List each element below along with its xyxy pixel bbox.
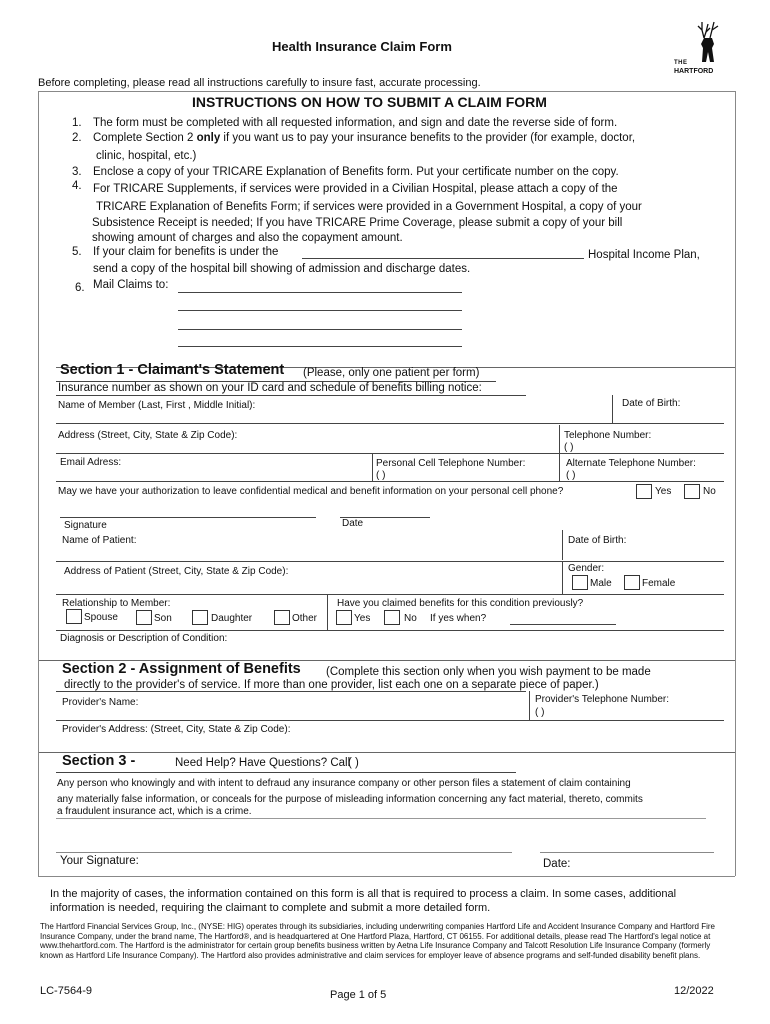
email-label[interactable]: Email Adress: xyxy=(60,457,122,468)
instruction-5-number: 5. xyxy=(72,246,82,258)
insurance-number-rule xyxy=(56,395,526,396)
instruction-4-line1: For TRICARE Supplements, if services were provided in a Civilian Hospital, please attach a copy of the xyxy=(93,183,618,195)
authorization-yes-checkbox[interactable] xyxy=(636,484,652,499)
patient-dob-label[interactable]: Date of Birth: xyxy=(568,535,627,546)
signature-line[interactable] xyxy=(60,517,316,518)
instruction-5-line1: If your claim for benefits is under the xyxy=(93,246,279,258)
instruction-4-line3: Subsistence Receipt is needed; If you have TRICARE Prime Coverage, please submit a copy of your bill xyxy=(92,217,623,229)
authorization-no-checkbox[interactable] xyxy=(684,484,700,499)
member-name-rule xyxy=(56,423,724,424)
intro-text: Before completing, please read all instructions carefully to insure fast, accurate processing. xyxy=(38,77,481,89)
member-name-label[interactable]: Name of Member (Last, First , Middle Initial): xyxy=(58,400,256,411)
patient-address-rule xyxy=(56,594,724,595)
instruction-4-line2: TRICARE Explanation of Benefits Form; if services were provided in a Government Hospital, a copy of your xyxy=(96,201,642,213)
authorization-yes-label: Yes xyxy=(655,486,672,497)
instruction-3-number: 3. xyxy=(72,166,82,178)
insurance-number-label: Insurance number as shown on your ID card and schedule of benefits billing notice: xyxy=(58,382,482,394)
diagnosis-label[interactable]: Diagnosis or Description of Condition: xyxy=(60,633,228,644)
logo-hartford: HARTFORD xyxy=(674,68,714,75)
member-dob-divider xyxy=(612,395,613,423)
instruction-4-number: 4. xyxy=(72,180,82,192)
relationship-daughter-label: Daughter xyxy=(211,613,253,624)
cell-divider xyxy=(372,453,373,481)
section-3-title: Section 3 - xyxy=(62,753,136,769)
patient-address-label[interactable]: Address of Patient (Street, City, State & Zip Code): xyxy=(64,566,289,577)
mail-address-line-1[interactable] xyxy=(178,292,462,293)
instruction-6: Mail Claims to: xyxy=(93,279,169,291)
gender-female-checkbox[interactable] xyxy=(624,575,640,590)
section-3-help: Need Help? Have Questions? Call xyxy=(175,757,351,769)
instruction-2-cont: clinic, hospital, etc.) xyxy=(96,150,197,162)
page-number: Page 1 of 5 xyxy=(330,989,387,1001)
patient-name-rule xyxy=(56,561,724,562)
alt-phone-divider xyxy=(559,453,560,481)
claimed-yes-checkbox[interactable] xyxy=(336,610,352,625)
instructions-right-rule xyxy=(735,91,736,368)
logo-the: THE xyxy=(674,60,688,66)
instruction-1: The form must be completed with all requested information, and sign and date the reverse side of form. xyxy=(93,117,618,129)
your-signature-label: Your Signature: xyxy=(60,855,139,867)
claimed-no-label: No xyxy=(404,613,417,624)
section-2-title: Section 2 - Assignment of Benefits xyxy=(62,661,301,677)
your-signature-line[interactable] xyxy=(56,852,512,853)
relationship-spouse-checkbox[interactable] xyxy=(66,609,82,624)
patient-dob-divider xyxy=(562,530,563,560)
provider-name-label[interactable]: Provider's Name: xyxy=(62,697,139,708)
instruction-4-line4: showing amount of charges and also the copayment amount. xyxy=(92,232,403,244)
section-2-note-line2: directly to the provider's of service. If more than one provider, list each one on a separate piece of paper.) xyxy=(64,679,599,691)
plan-name-field[interactable] xyxy=(302,258,584,259)
member-dob-label[interactable]: Date of Birth: xyxy=(622,398,681,409)
help-phone-area-code[interactable]: ( ) xyxy=(348,757,359,769)
sections-left-rule xyxy=(38,367,39,876)
address-label[interactable]: Address (Street, City, State & Zip Code): xyxy=(58,430,238,441)
form-date: 12/2022 xyxy=(674,985,714,997)
relationship-spouse-label: Spouse xyxy=(84,612,118,623)
signature-label: Signature xyxy=(64,520,107,531)
address-rule xyxy=(56,453,724,454)
cell-area-code[interactable]: ( ) xyxy=(376,470,386,481)
instruction-5-line2: send a copy of the hospital bill showing of admission and discharge dates. xyxy=(93,263,471,275)
hartford-logo xyxy=(668,18,732,82)
gender-label: Gender: xyxy=(568,563,605,574)
provider-address-label[interactable]: Provider's Address: (Street, City, State & Zip Code): xyxy=(62,724,291,735)
relationship-son-label: Son xyxy=(154,613,172,624)
sections-right-rule xyxy=(735,367,736,876)
authorization-no-label: No xyxy=(703,486,716,497)
provider-phone-label[interactable]: Provider's Telephone Number: xyxy=(535,694,670,705)
relationship-other-label: Other xyxy=(292,613,318,624)
section-2-note-line1: (Complete this section only when you wish payment to be made xyxy=(326,666,651,678)
gender-male-checkbox[interactable] xyxy=(572,575,588,590)
instruction-5-plan: Hospital Income Plan, xyxy=(588,249,700,261)
your-signature-date-line[interactable] xyxy=(540,852,714,853)
mail-address-line-4[interactable] xyxy=(178,346,462,347)
telephone-area-code[interactable]: ( ) xyxy=(564,442,574,453)
patient-name-label[interactable]: Name of Patient: xyxy=(62,535,137,546)
fraud-notice-rule xyxy=(56,818,706,819)
fraud-notice-line3: a fraudulent insurance act, which is a crime. xyxy=(57,806,252,817)
instruction-1-number: 1. xyxy=(72,117,82,129)
fraud-notice-line2: any materially false information, or conceals for the purpose of misleading information concerning any fact material, thereto, commits xyxy=(57,794,643,805)
relationship-son-checkbox[interactable] xyxy=(136,610,152,625)
section-1-note: (Please, only one patient per form) xyxy=(303,367,480,379)
relationship-label: Relationship to Member: xyxy=(62,598,171,609)
fraud-notice-line1: Any person who knowingly and with intent to defraud any insurance company or other person files a statement of claim containing xyxy=(57,778,631,789)
form-id: LC-7564-9 xyxy=(40,985,92,997)
relationship-daughter-checkbox[interactable] xyxy=(192,610,208,625)
sections-bottom-rule xyxy=(38,876,735,877)
relationship-other-checkbox[interactable] xyxy=(274,610,290,625)
instructions-left-rule xyxy=(38,91,39,368)
alt-phone-label[interactable]: Alternate Telephone Number: xyxy=(566,458,696,469)
email-rule xyxy=(56,481,724,482)
instructions-top-rule xyxy=(38,91,735,92)
relationship-divider xyxy=(327,594,328,630)
telephone-divider xyxy=(559,425,560,453)
section-3-top-rule xyxy=(38,752,735,753)
instruction-2: Complete Section 2 only if you want us to pay your insurance benefits to the provider (for example, doctor, xyxy=(93,132,636,144)
gender-male-label: Male xyxy=(590,578,612,589)
majority-note-line1: In the majority of cases, the information contained on this form is all that is required to process a claim. In some cases, additional xyxy=(50,888,677,900)
claimed-no-checkbox[interactable] xyxy=(384,610,400,625)
legal-notice: The Hartford Financial Services Group, Inc., (NYSE: HIG) operates through its subsidiaries, including underwriting companies Hartford Life and Accident Insurance Company and Hartford Fire Insurance Company, under the brand name, The Hartford®, and is headquartered at One Hartford Plaza, Hartford, CT 06155. For additional details, please read The Hartford's legal notice at www.thehartford.com. The Hartford is the administrator for certain group benefits business written by Aetna Life Insurance Company and Talcott Resolution Life Insurance Company (formerly known as Hartford Life Insurance Company). The Hartford also provides administrative and claim services for employer leave of absence programs and self-funded disability benefit plans. xyxy=(40,922,715,960)
majority-note-line2: information is needed, requiring the claimant to complete and submit a more detailed form. xyxy=(50,902,491,914)
section-2-underline xyxy=(56,691,526,692)
relationship-rule xyxy=(56,630,724,631)
instruction-2-number: 2. xyxy=(72,132,82,144)
provider-name-rule xyxy=(56,720,724,721)
instruction-3: Enclose a copy of your TRICARE Explanation of Benefits form. Put your certificate number on the copy. xyxy=(93,166,619,178)
form-title: Health Insurance Claim Form xyxy=(272,39,452,54)
alt-phone-area-code[interactable]: ( ) xyxy=(566,470,576,481)
instructions-heading: INSTRUCTIONS ON HOW TO SUBMIT A CLAIM FORM xyxy=(192,94,547,110)
section-1-title: Section 1 - Claimant's Statement xyxy=(60,362,285,378)
your-signature-date-label: Date: xyxy=(543,858,571,870)
telephone-label[interactable]: Telephone Number: xyxy=(564,430,652,441)
if-yes-when-label: If yes when? xyxy=(430,613,487,624)
signature-date-label: Date xyxy=(342,518,364,529)
claimed-before-question: Have you claimed benefits for this condition previously? xyxy=(337,598,584,609)
cell-label[interactable]: Personal Cell Telephone Number: xyxy=(376,458,526,469)
claimed-yes-label: Yes xyxy=(354,613,371,624)
mail-address-line-2[interactable] xyxy=(178,310,462,311)
authorization-question: May we have your authorization to leave confidential medical and benefit information on your personal cell phone? xyxy=(58,486,564,497)
mail-address-line-3[interactable] xyxy=(178,329,462,330)
if-yes-when-field[interactable] xyxy=(510,624,616,625)
provider-phone-area-code[interactable]: ( ) xyxy=(535,707,545,718)
instruction-6-number: 6. xyxy=(75,282,85,294)
provider-phone-divider xyxy=(529,691,530,721)
gender-divider xyxy=(562,561,563,594)
section-3-underline xyxy=(56,772,516,773)
gender-female-label: Female xyxy=(642,578,676,589)
